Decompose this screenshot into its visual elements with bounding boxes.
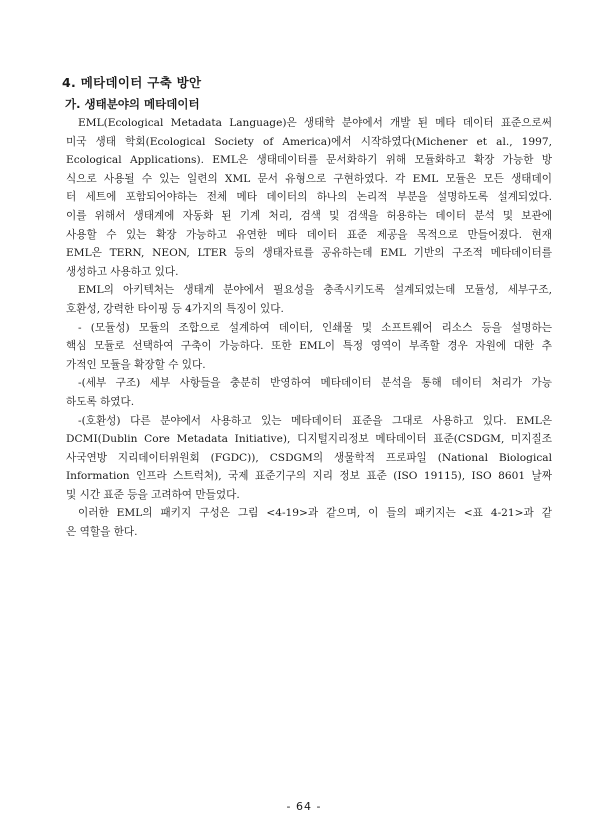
paragraph-detail-structure: [66, 374, 552, 411]
text-line: 및 시간 표준 등을 고려하여 만들었다.: [66, 488, 240, 501]
text-line: 터 세트에 포함되어야하는 전체 메타 데이터의 하나의 논리적 부분을 설명하도록 설계되었다.: [66, 191, 552, 204]
text-line: EML은 TERN, NEON, LTER 등의 생태자료를 공유하는데 EML 기반의 구조적 메타데이터를: [66, 247, 552, 260]
text-line: 이를 위해서 생태계에 자동화 된 기계 처리, 검색 및 검색을 허용하는 데이터 분석 및 보관에: [66, 209, 552, 222]
text-line: - (모듈성) 모듈의 조합으로 설계하여 데이터, 인쇄물 및 소프트웨어 리소스 등을 설명하는: [78, 321, 552, 334]
text-line: 핵심 모듈로 선택하여 구축이 가능하다. 또한 EML이 특정 영역이 부족할 경우 자원에 대한 추: [66, 340, 552, 353]
section-heading: 4. 메타데이터 구축 방안: [62, 75, 202, 90]
paragraph-compatibility: [66, 412, 552, 505]
text-line: 하도록 하였다.: [66, 395, 135, 408]
paragraph-eml-architecture: [66, 281, 552, 318]
text-line: 사용할 수 있는 확장 가능하고 유연한 메타 데이터 표준 제공을 목적으로 만들어졌다. 현재: [66, 228, 552, 241]
text-line: EML(Ecological Metadata Language)은 생태학 분야에서 개발 된 메타 데이터 표준으로써: [78, 117, 552, 129]
paragraph-modularity: [66, 319, 552, 375]
text-line: Information 인프라 스트럭처), 국제 표준기구의 지리 정보 표준 (ISO 19115), ISO 8601 날짜: [66, 470, 552, 483]
page-number: - 64 -: [286, 800, 322, 813]
body-text: [66, 114, 552, 542]
text-line: 호환성, 강력한 타이핑 등 4가지의 특징이 있다.: [66, 302, 284, 315]
text-line: -(세부 구조) 세부 사항들을 충분히 반영하여 메타데이터 분석을 통해 데이터 처리가 가능: [78, 377, 552, 390]
text-line: Ecological Applications). EML은 생태데이터를 문서화하기 위해 모듈화하고 확장 가능한 방: [66, 154, 552, 167]
section-subheading: 가. 생태분야의 메타데이터: [65, 97, 200, 111]
text-line: 은 역할을 한다.: [66, 526, 138, 539]
text-line: -(호환성) 다른 분야에서 사용하고 있는 메타데이터 표준을 그대로 사용하고 있다. EML은: [78, 414, 552, 427]
text-line: 사국연방 지리데이터위원회 (FGDC)), CSDGM의 생물학적 프로파일 (National Biological: [66, 451, 552, 464]
paragraph-eml-intro: [66, 114, 552, 281]
text-line: 이러한 EML의 패키지 구성은 그림 <4-19>과 같으며, 이 들의 패키지는 <표 4-21>과 같: [78, 507, 552, 520]
text-line: 생성하고 사용하고 있다.: [66, 265, 179, 278]
text-line: DCMI(Dublin Core Metadata Initiative), 디지털지리정보 메타데이터 표준(CSDGM, 미지질조: [66, 433, 552, 446]
text-line: EML의 아키텍처는 생태계 분야에서 필요성을 충족시키도록 설계되었는데 모듈성, 세부구조,: [78, 284, 552, 297]
text-line: 미국 생태 학회(Ecological Society of America)에서 시작하였다(Michener et al., 1997,: [66, 135, 552, 148]
paragraph-package-structure: [66, 504, 552, 541]
text-line: 가적인 모듈을 확장할 수 있다.: [66, 358, 206, 371]
text-line: 식으로 사용될 수 있는 일련의 XML 문서 유형으로 구현하였다. 각 EML 모듈은 모든 생태데이: [66, 172, 552, 185]
